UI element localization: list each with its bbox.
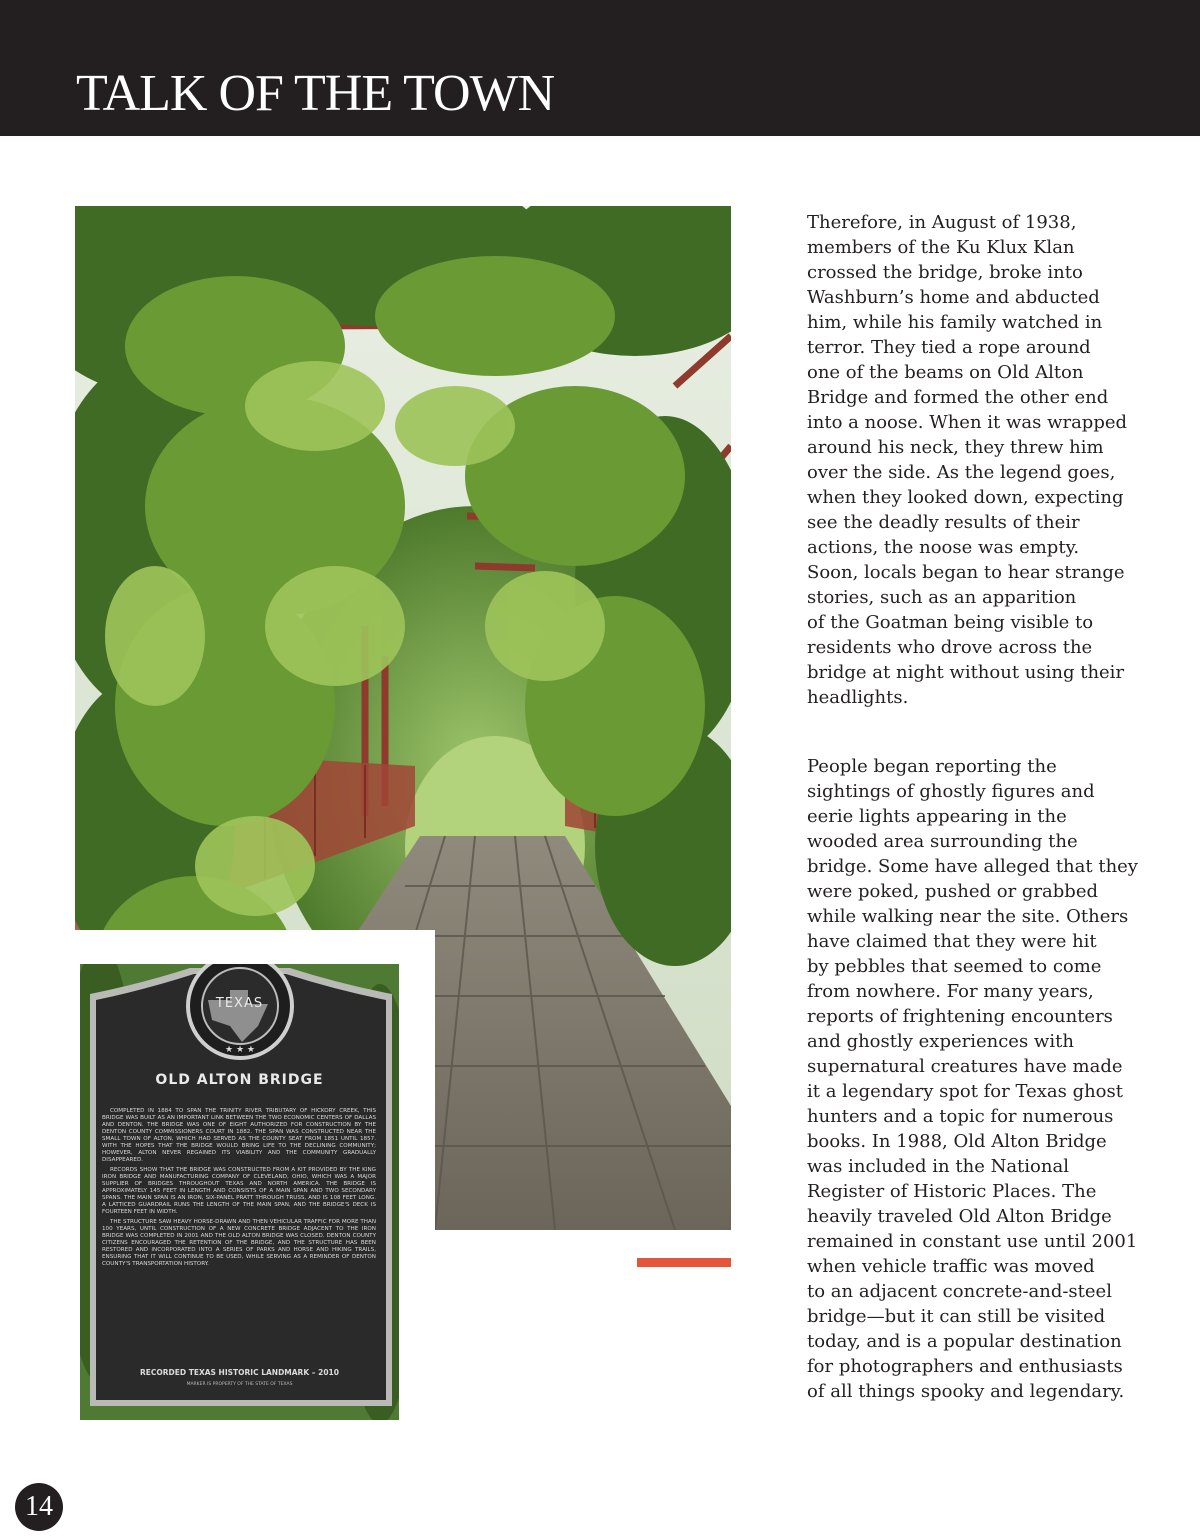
text-line: Washburn’s home and abducted xyxy=(807,287,1100,308)
marker-paragraph: RECORDS SHOW THAT THE BRIDGE WAS CONSTRUCTED FROM A KIT PROVIDED BY THE KING IRON BRIDGE AND MANUFACTURING COMPANY OF CLEVELAND, OHIO, WHICH WAS A MAJOR SUPPLIER OF BRIDGES THROUGHOUT TEXAS AND NORTH AMERICA. THE BRIDGE IS APPROXIMATELY 145 FEET IN LENGTH AND CONSISTS OF A MAIN SPAN AND TWO SECONDARY SPANS. THE MAIN SPAN IS AN IRON, SIX-PANEL PRATT THROUGH TRUSS, AND IS 108 FEET LONG. A LATTICED GUARDRAIL RUNS THE LENGTH OF THE MAIN SPAN, AND THE BRIDGE'S DECK IS FOURTEEN FEET IN WIDTH. xyxy=(102,1167,376,1215)
text-line: bridge at night without using their xyxy=(807,662,1125,683)
article-paragraph-2 xyxy=(807,754,1137,1404)
text-line: around his neck, they threw him xyxy=(807,437,1104,458)
text-line: of all things spooky and legendary. xyxy=(807,1381,1125,1402)
text-line: to an adjacent concrete-and-steel xyxy=(807,1281,1112,1302)
text-line: today, and is a popular destination xyxy=(807,1331,1122,1352)
text-line: Therefore, in August of 1938, xyxy=(807,212,1077,233)
text-line: by pebbles that seemed to come xyxy=(807,956,1102,977)
text-line: reports of frightening encounters xyxy=(807,1006,1113,1027)
marker-paragraph: THE STRUCTURE SAW HEAVY HORSE-DRAWN AND THEN VEHICULAR TRAFFIC FOR MORE THAN 100 YEARS, UNTIL CONSTRUCTION OF A NEW CONCRETE BRIDGE ADJACENT TO THE IRON BRIDGE WAS COMPLETED IN 2001 AND THE OLD ALTON BRIDGE WAS CLOSED. DENTON COUNTY CITIZENS ENCOURAGED THE RETENTION OF THE BRIDGE, AND THE STRUCTURE HAS BEEN RESTORED AND INCORPORATED INTO A SERIES OF PARKS AND HORSE AND HIKING TRAILS, ENSURING THAT IT WILL CONTINUE TO BE USED, WHILE SERVING AS A REMINDER OF DENTON COUNTY'S TRANSPORTATION HISTORY. xyxy=(102,1219,376,1267)
text-line: when they looked down, expecting xyxy=(807,487,1124,508)
text-line: bridge—but it can still be visited xyxy=(807,1306,1106,1327)
text-line: actions, the noose was empty. xyxy=(807,537,1080,558)
text-line: were poked, pushed or grabbed xyxy=(807,881,1099,902)
text-line: bridge. Some have alleged that they xyxy=(807,856,1138,877)
marker-inscription xyxy=(102,1108,376,1271)
page-number: 14 xyxy=(15,1483,63,1531)
marker-subfooter: MARKER IS PROPERTY OF THE STATE OF TEXAS xyxy=(186,1382,293,1387)
page-header xyxy=(0,0,1200,136)
marker-seal-label: TEXAS xyxy=(215,996,264,1011)
text-line: supernatural creatures have made xyxy=(807,1056,1123,1077)
section-title: TALK OF THE TOWN xyxy=(76,65,555,122)
text-line: heavily traveled Old Alton Bridge xyxy=(807,1206,1112,1227)
text-line: wooded area surrounding the xyxy=(807,831,1078,852)
text-line: sightings of ghostly figures and xyxy=(807,781,1095,802)
text-line: members of the Ku Klux Klan xyxy=(807,237,1075,258)
text-line: have claimed that they were hit xyxy=(807,931,1097,952)
text-line: Soon, locals began to hear strange xyxy=(807,562,1125,583)
text-line: of the Goatman being visible to xyxy=(807,612,1094,633)
marker-paragraph: COMPLETED IN 1884 TO SPAN THE TRINITY RIVER TRIBUTARY OF HICKORY CREEK, THIS BRIDGE WAS BUILT AS AN IMPORTANT LINK BETWEEN THE TWO ECONOMIC CENTERS OF DALLAS AND DENTON. THE BRIDGE WAS ONE OF EIGHT AUTHORIZED FOR CONSTRUCTION BY THE DENTON COUNTY COMMISSIONERS COURT IN 1882. THE SPAN WAS CONSTRUCTED NEAR THE SMALL TOWN OF ALTON, WHICH HAD SERVED AS THE COUNTY SEAT FROM 1851 UNTIL 1857. WITH THE HOPES THAT THE BRIDGE WOULD BRING LIFE TO THE DECLINING COMMUNITY; HOWEVER, ALTON NEVER REGAINED ITS VIABILITY AND THE COMMUNITY GRADUALLY DISAPPEARED. xyxy=(102,1108,376,1163)
marker-title: OLD ALTON BRIDGE xyxy=(155,1072,324,1088)
text-line: into a noose. When it was wrapped xyxy=(807,412,1128,433)
marker-footer: RECORDED TEXAS HISTORIC LANDMARK – 2010 xyxy=(139,1368,339,1377)
historic-marker-photo xyxy=(80,964,399,1420)
text-line: see the deadly results of their xyxy=(807,512,1080,533)
text-line: stories, such as an apparition xyxy=(807,587,1077,608)
text-line: for photographers and enthusiasts xyxy=(807,1356,1123,1377)
text-line: over the side. As the legend goes, xyxy=(807,462,1116,483)
text-line: eerie lights appearing in the xyxy=(807,806,1067,827)
text-line: Bridge and formed the other end xyxy=(807,387,1109,408)
svg-text:★ ★ ★: ★ ★ ★ xyxy=(225,1045,255,1055)
text-line: residents who drove across the xyxy=(807,637,1093,658)
text-line: remained in constant use until 2001 xyxy=(807,1231,1138,1252)
text-line: one of the beams on Old Alton xyxy=(807,362,1084,383)
text-line: books. In 1988, Old Alton Bridge xyxy=(807,1131,1107,1152)
text-line: from nowhere. For many years, xyxy=(807,981,1094,1002)
text-line: and ghostly experiences with xyxy=(807,1031,1074,1052)
text-line: him, while his family watched in xyxy=(807,312,1103,333)
text-line: headlights. xyxy=(807,687,909,708)
text-line: People began reporting the xyxy=(807,756,1057,777)
text-line: terror. They tied a rope around xyxy=(807,337,1091,358)
accent-bar xyxy=(637,1258,731,1267)
text-line: when vehicle traffic was moved xyxy=(807,1256,1095,1277)
text-line: was included in the National xyxy=(807,1156,1069,1177)
article-paragraph-1 xyxy=(807,210,1137,710)
text-line: hunters and a topic for numerous xyxy=(807,1106,1114,1127)
text-line: crossed the bridge, broke into xyxy=(807,262,1083,283)
text-line: Register of Historic Places. The xyxy=(807,1181,1097,1202)
text-line: it a legendary spot for Texas ghost xyxy=(807,1081,1123,1102)
text-line: while walking near the site. Others xyxy=(807,906,1129,927)
